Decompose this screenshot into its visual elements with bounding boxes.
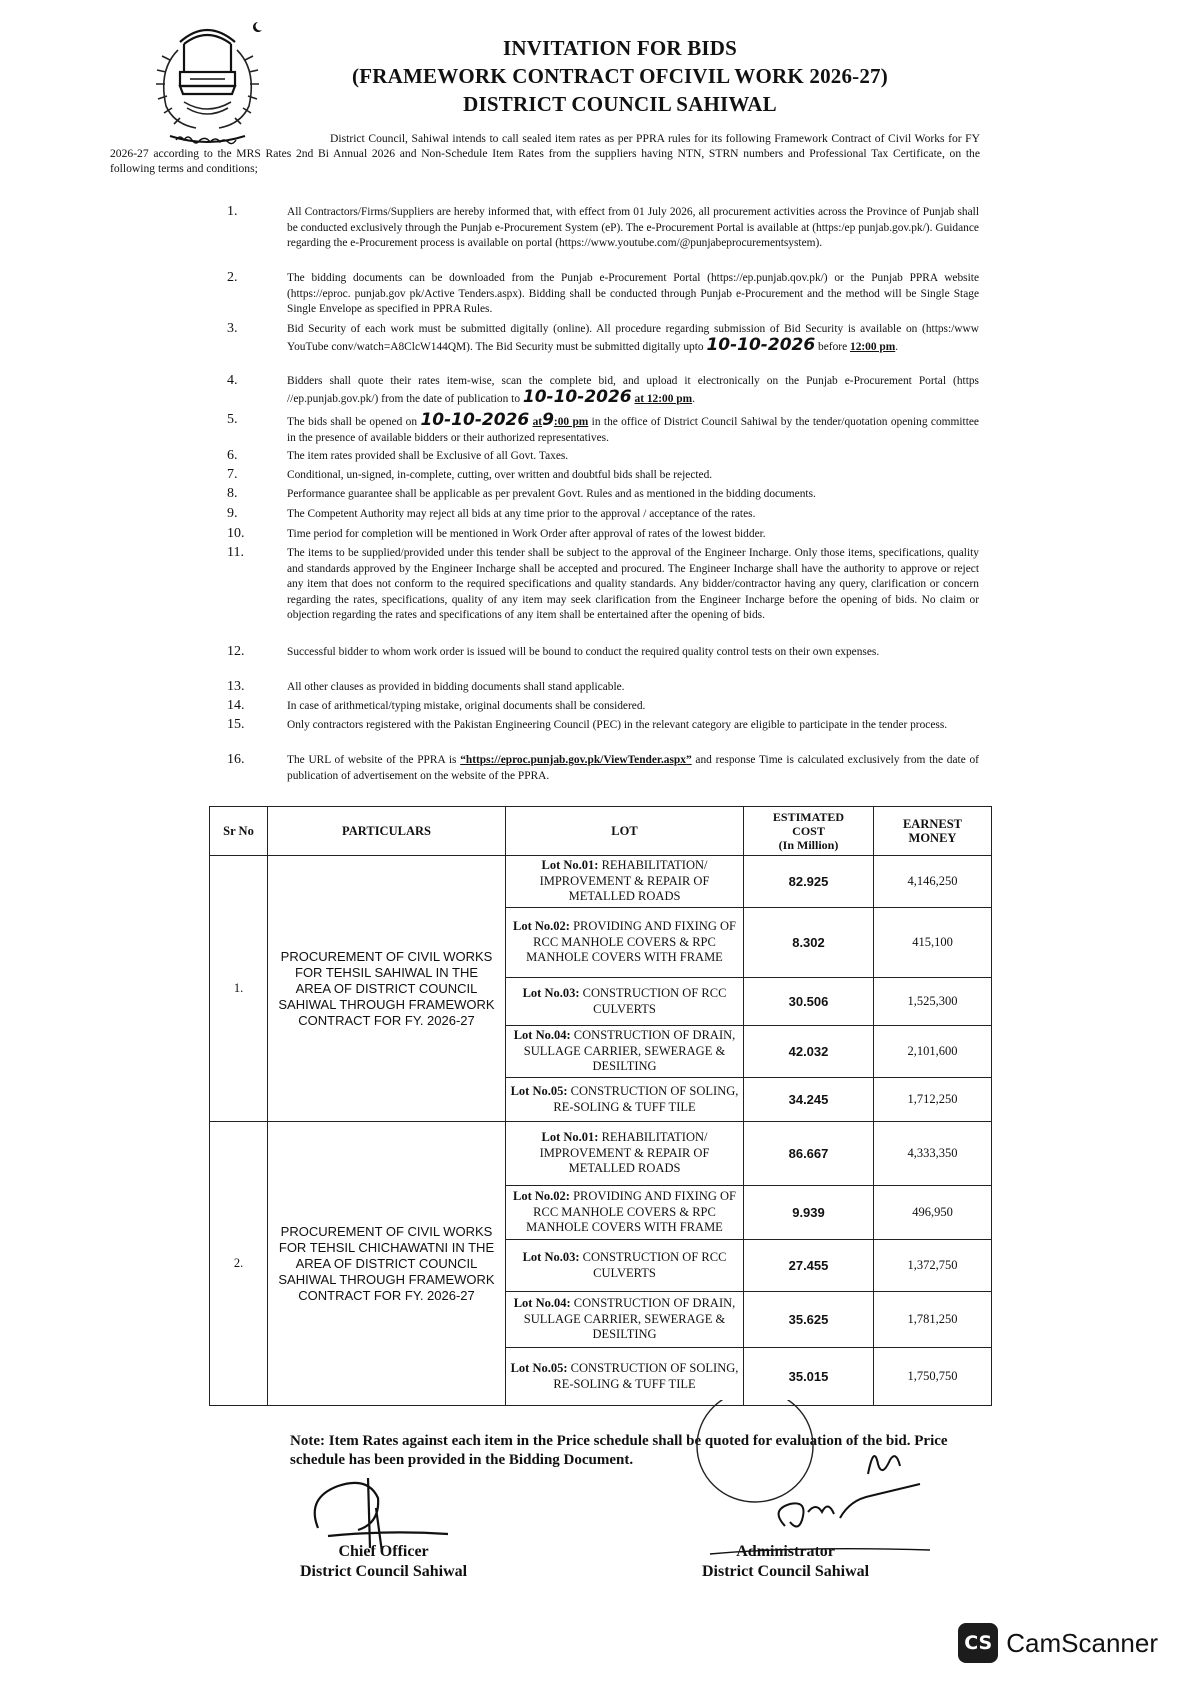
handwritten-date: 10-10-2026 [706, 334, 816, 355]
cost-cell: 42.032 [744, 1026, 874, 1078]
lot-cell: Lot No.04: CONSTRUCTION OF DRAIN, SULLAGE CARRIER, SEWERAGE & DESILTING [506, 1292, 744, 1348]
clause-text: The items to be supplied/provided under this tender shall be subject to the approval of the Engineer Incharge. Only those items, specifications, quality and standards approved by the Engineer Incharge shall be accepted and procured. The Engineer Incharge shall have the authority to approve or reject any item that does not conform to the required specifications and quality standards. Any bidder/contractor having any query, clarification or concern regarding the rates, specifications, quality of any item may seek clarification from the Engineer Incharge before the opening of bids. No claim or objection regarding the rates and specifications of any item shall be entertained after the opening of bids. [287, 547, 979, 622]
clause-number: 9. [227, 506, 238, 521]
clause-number: 6. [227, 448, 238, 463]
cost-cell: 34.245 [744, 1078, 874, 1122]
camscanner-watermark [958, 1623, 1158, 1663]
earnest-money-cell: 1,372,750 [874, 1240, 992, 1292]
clause-text: All Contractors/Firms/Suppliers are hereby informed that, with effect from 01 July 2026, all procurement activities across the Province of Punjab shall be conducted exclusively through the Punjab e-Procurement System (eP). The e-Procurement Portal is available at (https:/ep punjab.gov.pk/). Guidance regarding the e-Procurement process is available on portal (https://www.youtube.com/@punjabeprocurementsystem). [287, 206, 979, 250]
camscanner-icon: CS [958, 1623, 998, 1663]
clause-number: 5. [227, 412, 238, 427]
lot-cell: Lot No.05: CONSTRUCTION OF SOLING, RE-SOLING & TUFF TILE [506, 1078, 744, 1122]
clause-text: The Competent Authority may reject all bids at any time prior to the approval / acceptance of the rates. [287, 508, 756, 520]
header-lot: LOT [506, 807, 744, 856]
lot-cell: Lot No.02: PROVIDING AND FIXING OF RCC MANHOLE COVERS & RPC MANHOLE COVERS WITH FRAME [506, 1186, 744, 1240]
ppra-url-link[interactable]: “https://eproc.punjab.gov.pk/ViewTender.aspx” [460, 754, 692, 766]
handwritten-date: 10-10-2026 [522, 386, 632, 407]
clause-number: 16. [227, 752, 245, 767]
clause-number: 12. [227, 644, 245, 659]
administrator-title: Administrator [736, 1543, 835, 1560]
clause-text: Performance guarantee shall be applicable as per prevalent Govt. Rules and as mentioned in the bidding documents. [287, 488, 816, 500]
clause-number: 2. [227, 270, 238, 285]
particulars-cell: PROCUREMENT OF CIVIL WORKS FOR TEHSIL CHICHAWATNI IN THE AREA OF DISTRICT COUNCIL SAHIWAL THROUGH FRAMEWORK CONTRACT FOR FY. 2026-27 [268, 1122, 506, 1406]
chief-officer-org: District Council Sahiwal [300, 1563, 468, 1580]
administrator-org: District Council Sahiwal [702, 1563, 870, 1580]
table-row [210, 856, 992, 908]
clause-number: 10. [227, 526, 245, 541]
clause-text: Bidders shall quote their rates item-wise, scan the complete bid, and upload it electronically on the Punjab e-Procurement Portal (https //ep.punjab.gov.pk/) from the date of publication to 10-10-2026 at 12:00 pm. [287, 375, 979, 407]
clause-text: Successful bidder to whom work order is issued will be bound to conduct the required quality control tests on their own expenses. [287, 646, 880, 658]
header-estimated-cost: ESTIMATED COST (In Million) [744, 807, 874, 856]
title-invitation: INVITATION FOR BIDS [502, 36, 738, 60]
clause-number: 1. [227, 204, 238, 219]
clause-number: 14. [227, 698, 245, 713]
earnest-money-cell: 2,101,600 [874, 1026, 992, 1078]
clause-number: 7. [227, 467, 238, 482]
earnest-money-cell: 415,100 [874, 908, 992, 978]
deadline-time: 12:00 pm [850, 340, 896, 353]
clause-text: The URL of website of the PPRA is “https://eproc.punjab.gov.pk/ViewTender.aspx” and response Time is calculated exclusively from the date of publication of advertisement on the website of the PPRA. [287, 754, 979, 782]
clause-number: 15. [227, 717, 245, 732]
deadline-time: at 12:00 pm [634, 392, 693, 405]
title-framework-contract: (FRAMEWORK CONTRACT OFCIVIL WORK 2026-27) [352, 64, 888, 88]
cost-cell: 27.455 [744, 1240, 874, 1292]
cost-cell: 86.667 [744, 1122, 874, 1186]
intro-paragraph: District Council, Sahiwal intends to call sealed item rates as per PPRA rules for its following Framework Contract of Civil Works for FY 2026-27 according to the MRS Rates 2nd Bi Annual 2026 and Non-Schedule Item Rates from the suppliers having NTN, STRN numbers and Professional Tax Certificate, on the following terms and conditions; [110, 132, 980, 175]
clause-text: In case of arithmetical/typing mistake, original documents shall be considered. [287, 700, 646, 712]
lot-cell: Lot No.01: REHABILITATION/ IMPROVEMENT & REPAIR OF METALLED ROADS [506, 1122, 744, 1186]
clause-text: The item rates provided shall be Exclusive of all Govt. Taxes. [287, 450, 569, 462]
cost-cell: 82.925 [744, 856, 874, 908]
handwritten-hour: 9 [542, 410, 554, 430]
table-row [210, 1122, 992, 1186]
cost-cell: 35.625 [744, 1292, 874, 1348]
earnest-money-cell: 1,525,300 [874, 978, 992, 1026]
clause-number: 13. [227, 679, 245, 694]
clause-text: Bid Security of each work must be submitted digitally (online). All procedure regarding submission of Bid Security is available on (https:/www YouTube conv/watch=A8ClcW144QM). The Bid Security must be submitted digitally upto 10-10-2026 before 12:00 pm. [287, 323, 979, 355]
header-earnest-money: EARNEST MONEY [874, 807, 992, 856]
earnest-money-cell: 4,146,250 [874, 856, 992, 908]
camscanner-label: CamScanner [1006, 1627, 1158, 1658]
clause-text: The bidding documents can be downloaded from the Punjab e-Procurement Portal (https://ep.punjab.qov.pk/) or the Punjab PPRA website (https://eproc. punjab.gov pk/Active Tenders.aspx). Bidding shall be conducted through Punjab e-Procurement and the method will be Single Stage Single Envelope as specified in PPRA Rules. [287, 272, 979, 316]
lot-cell: Lot No.05: CONSTRUCTION OF SOLING, RE-SOLING & TUFF TILE [506, 1348, 744, 1406]
cost-cell: 8.302 [744, 908, 874, 978]
sr-no-cell: 1. [210, 856, 268, 1122]
clause-number: 3. [227, 321, 238, 336]
earnest-money-cell: 4,333,350 [874, 1122, 992, 1186]
header-sr-no: Sr No [210, 807, 268, 856]
title-district-council: DISTRICT COUNCIL SAHIWAL [463, 92, 777, 116]
clause-text: Conditional, un-signed, in-complete, cutting, over written and doubtful bids shall be rejected. [287, 469, 713, 481]
particulars-cell: PROCUREMENT OF CIVIL WORKS FOR TEHSIL SAHIWAL IN THE AREA OF DISTRICT COUNCIL SAHIWAL THROUGH FRAMEWORK CONTRACT FOR FY. 2026-27 [268, 856, 506, 1122]
clause-number: 11. [227, 545, 244, 560]
clause-text: The bids shall be opened on 10-10-2026 at9:00 pm in the office of District Council Sahiwal by the tender/quotation opening committee in the presence of available bidders or their authorized representatives. [287, 410, 979, 444]
document-header [280, 34, 960, 118]
lot-cell: Lot No.01: REHABILITATION/ IMPROVEMENT & REPAIR OF METALLED ROADS [506, 856, 744, 908]
lot-cell: Lot No.03: CONSTRUCTION OF RCC CULVERTS [506, 1240, 744, 1292]
administrator-signature [690, 1400, 940, 1560]
earnest-money-cell: 496,950 [874, 1186, 992, 1240]
administrator-block [702, 1542, 869, 1582]
sr-no-cell: 2. [210, 1122, 268, 1406]
clause-number: 4. [227, 373, 238, 388]
cost-cell: 9.939 [744, 1186, 874, 1240]
price-schedule-note: Note: Item Rates against each item in the Price schedule shall be quoted for evaluation of the bid. Price schedule has been provided in the Bidding Document. [290, 1433, 948, 1468]
chief-officer-title: Chief Officer [338, 1543, 429, 1560]
clause-text: All other clauses as provided in bidding documents shall stand applicable. [287, 681, 625, 693]
clause-number: 8. [227, 486, 238, 501]
lot-cell: Lot No.04: CONSTRUCTION OF DRAIN, SULLAGE CARRIER, SEWERAGE & DESILTING [506, 1026, 744, 1078]
bid-lots-table [209, 806, 992, 1406]
clause-text: Time period for completion will be mentioned in Work Order after approval of rates of the lowest bidder. [287, 528, 766, 540]
cost-cell: 30.506 [744, 978, 874, 1026]
lot-cell: Lot No.03: CONSTRUCTION OF RCC CULVERTS [506, 978, 744, 1026]
clause-text: Only contractors registered with the Pakistan Engineering Council (PEC) in the relevant category are eligible to participate in the tender process. [287, 719, 948, 731]
table-header-row [210, 807, 992, 856]
earnest-money-cell: 1,781,250 [874, 1292, 992, 1348]
cost-cell: 35.015 [744, 1348, 874, 1406]
header-particulars: PARTICULARS [268, 807, 506, 856]
lot-cell: Lot No.02: PROVIDING AND FIXING OF RCC MANHOLE COVERS & RPC MANHOLE COVERS WITH FRAME [506, 908, 744, 978]
handwritten-date: 10-10-2026 [420, 410, 530, 430]
earnest-money-cell: 1,712,250 [874, 1078, 992, 1122]
earnest-money-cell: 1,750,750 [874, 1348, 992, 1406]
chief-officer-block [300, 1542, 467, 1582]
